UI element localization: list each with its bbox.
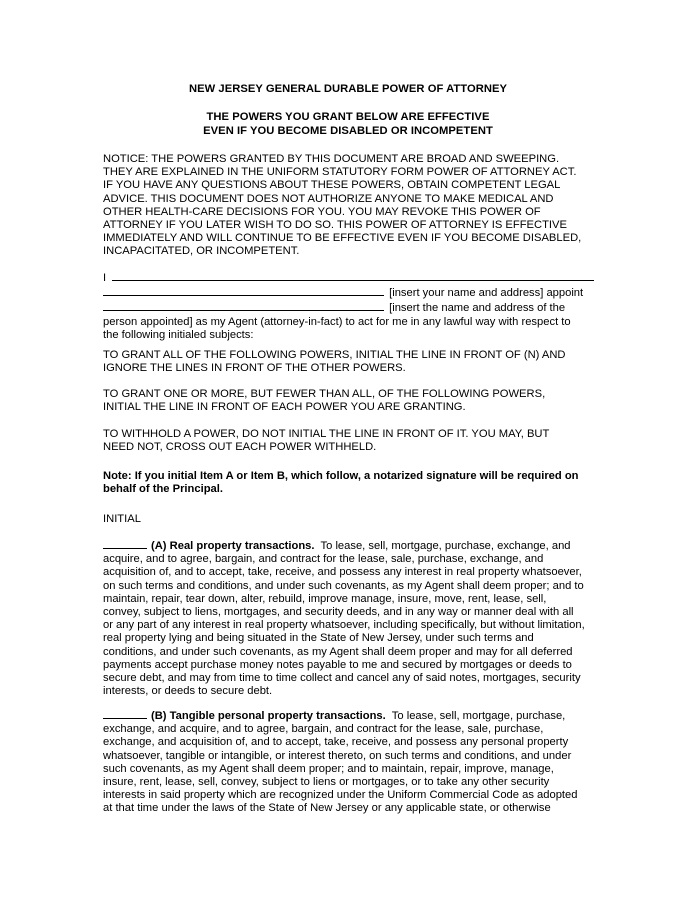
instruction-line: NEED NOT, CROSS OUT EACH POWER WITHHELD. — [103, 441, 377, 454]
item-b-first-line — [103, 708, 598, 723]
instruction-grant-some — [103, 388, 598, 414]
subtitle-line-2: EVEN IF YOU BECOME DISABLED OR INCOMPETENT — [203, 125, 493, 137]
document-title: NEW JERSEY GENERAL DURABLE POWER OF ATTORNEY — [189, 83, 507, 95]
item-a-line: acquire, and to agree, bargain, and contract for the lease, sale, purchase, exchange, and — [103, 553, 544, 566]
note-line: behalf of the Principal. — [103, 483, 223, 496]
notice-line: OTHER HEALTH-CARE DECISIONS FOR YOU. YOU MAY REVOKE THIS POWER OF — [103, 205, 541, 218]
notice-line: THEY ARE EXPLAINED IN THE UNIFORM STATUTORY FORM POWER OF ATTORNEY ACT. — [103, 166, 577, 179]
notice-paragraph — [103, 153, 598, 259]
item-a-first-line-text: To lease, sell, mortgage, purchase, exchange, and — [320, 540, 571, 552]
item-b-heading: (B) Tangible personal property transactions. — [151, 710, 386, 722]
instruction-line: TO GRANT ONE OR MORE, BUT FEWER THAN ALL, OF THE FOLLOWING POWERS, — [103, 388, 546, 400]
item-a-heading: (A) Real property transactions. — [151, 540, 315, 552]
item-a-initial-blank[interactable] — [103, 538, 147, 549]
agent-name-blank[interactable] — [103, 300, 384, 311]
note-line: Note: If you initial Item A or Item B, which follow, a notarized signature will be required on — [103, 470, 579, 482]
principal-name-blank[interactable] — [112, 270, 594, 281]
item-a-first-line — [103, 538, 598, 553]
instruction-withhold — [103, 428, 598, 454]
notarization-note — [103, 470, 598, 496]
item-a-line: secure debt, and may from time to time collect and cancel any of said notes, mortgages, security — [103, 672, 581, 685]
item-a-line: acquisition of, and to accept, take, receive, and possess any interest in real property whatsoever, — [103, 566, 582, 579]
item-b-line: insure, rent, lease, sell, convey, subject to liens or mortgages, or to take any other security — [103, 776, 550, 789]
notice-line: INCAPACITATED, OR INCOMPETENT. — [103, 245, 300, 258]
principal-line — [103, 270, 603, 285]
item-a-line: maintain, repair, tear down, alter, rebuild, improve manage, insure, move, rent, lease, sell, — [103, 592, 547, 605]
principal-address-blank[interactable] — [103, 285, 384, 296]
instruction-line: INITIAL THE LINE IN FRONT OF EACH POWER YOU ARE GRANTING. — [103, 401, 466, 414]
instruction-line: TO WITHHOLD A POWER, DO NOT INITIAL THE LINE IN FRONT OF IT. YOU MAY, BUT — [103, 428, 550, 440]
agent-line — [103, 300, 603, 315]
instruction-line: TO GRANT ALL OF THE FOLLOWING POWERS, INITIAL THE LINE IN FRONT OF (N) AND — [103, 349, 566, 361]
item-a-line: conditions, and under such covenants, as my Agent shall deem proper and may for all deferred — [103, 645, 573, 658]
item-b-line: exchange, and acquisition of, and to accept, take, receive, and possess any personal property — [103, 736, 569, 749]
agent-hint: [insert the name and address of the — [389, 302, 566, 315]
notice-line: IMMEDIATELY AND WILL CONTINUE TO BE EFFECTIVE EVEN IF YOU BECOME DISABLED, — [103, 232, 582, 245]
subtitle-line-1: THE POWERS YOU GRANT BELOW ARE EFFECTIVE — [206, 111, 490, 123]
item-a-line: convey, subject to liens, mortgages, and security deeds, and in any way or manner deal with all — [103, 606, 574, 619]
item-b-first-line-text: To lease, sell, mortgage, purchase, — [391, 710, 566, 722]
item-a-line: on such terms and conditions, and under such covenants, as my Agent shall deem proper; and to — [103, 579, 584, 592]
appointment-line-4: the following initialed subjects: — [103, 328, 254, 341]
item-b-line: such covenants, as my Agent shall deem proper; and to maintain, repair, improve, manage, — [103, 762, 554, 775]
item-a-line: payments accept purchase money notes payable to me and secured by mortgages or deeds to — [103, 658, 572, 671]
instruction-grant-all — [103, 349, 598, 375]
appointment-line-3: person appointed] as my Agent (attorney-in-fact) to act for me in any lawful way with respect to — [103, 315, 571, 328]
notice-line: IF YOU HAVE ANY QUESTIONS ABOUT THESE POWERS, OBTAIN COMPETENT LEGAL — [103, 179, 561, 192]
notice-line: NOTICE: THE POWERS GRANTED BY THIS DOCUMENT ARE BROAD AND SWEEPING. — [103, 153, 560, 165]
name-hint: [insert your name and address] appoint — [389, 287, 584, 300]
item-a-line: real property lying and being situated in the State of New Jersey, under such terms and — [103, 632, 534, 645]
item-a-line: interests, or deeds to secure debt. — [103, 685, 273, 698]
notice-line: ADVICE. THIS DOCUMENT DOES NOT AUTHORIZE ANYONE TO MAKE MEDICAL AND — [103, 192, 554, 205]
principal-address-line — [103, 285, 603, 300]
item-b-line: exchange, and acquire, and to agree, bargain, and contract for the lease, sale, purchase, — [103, 723, 544, 736]
notice-line: ATTORNEY IF YOU LATER WISH TO DO SO. THIS POWER OF ATTORNEY IS EFFECTIVE — [103, 219, 567, 232]
initial-label: INITIAL — [103, 513, 141, 525]
appointment-paragraph — [103, 270, 603, 342]
item-a-paragraph — [103, 538, 598, 698]
item-b-paragraph — [103, 708, 598, 816]
item-b-line: at that time under the laws of the State of New Jersey or any applicable state, or otherwise — [103, 802, 551, 815]
item-b-line: interests in said property which are recognized under the Uniform Commercial Code as adopted — [103, 789, 578, 802]
item-b-line: whatsoever, tangible or intangible, or interest thereto, on such terms and conditions, and under — [103, 749, 572, 762]
appointment-prefix: I — [103, 272, 107, 284]
item-a-line: or any part of any interest in real property whatsoever, including specifically, but without limitation, — [103, 619, 585, 632]
instruction-line: IGNORE THE LINES IN FRONT OF THE OTHER POWERS. — [103, 362, 406, 375]
item-b-initial-blank[interactable] — [103, 708, 147, 719]
